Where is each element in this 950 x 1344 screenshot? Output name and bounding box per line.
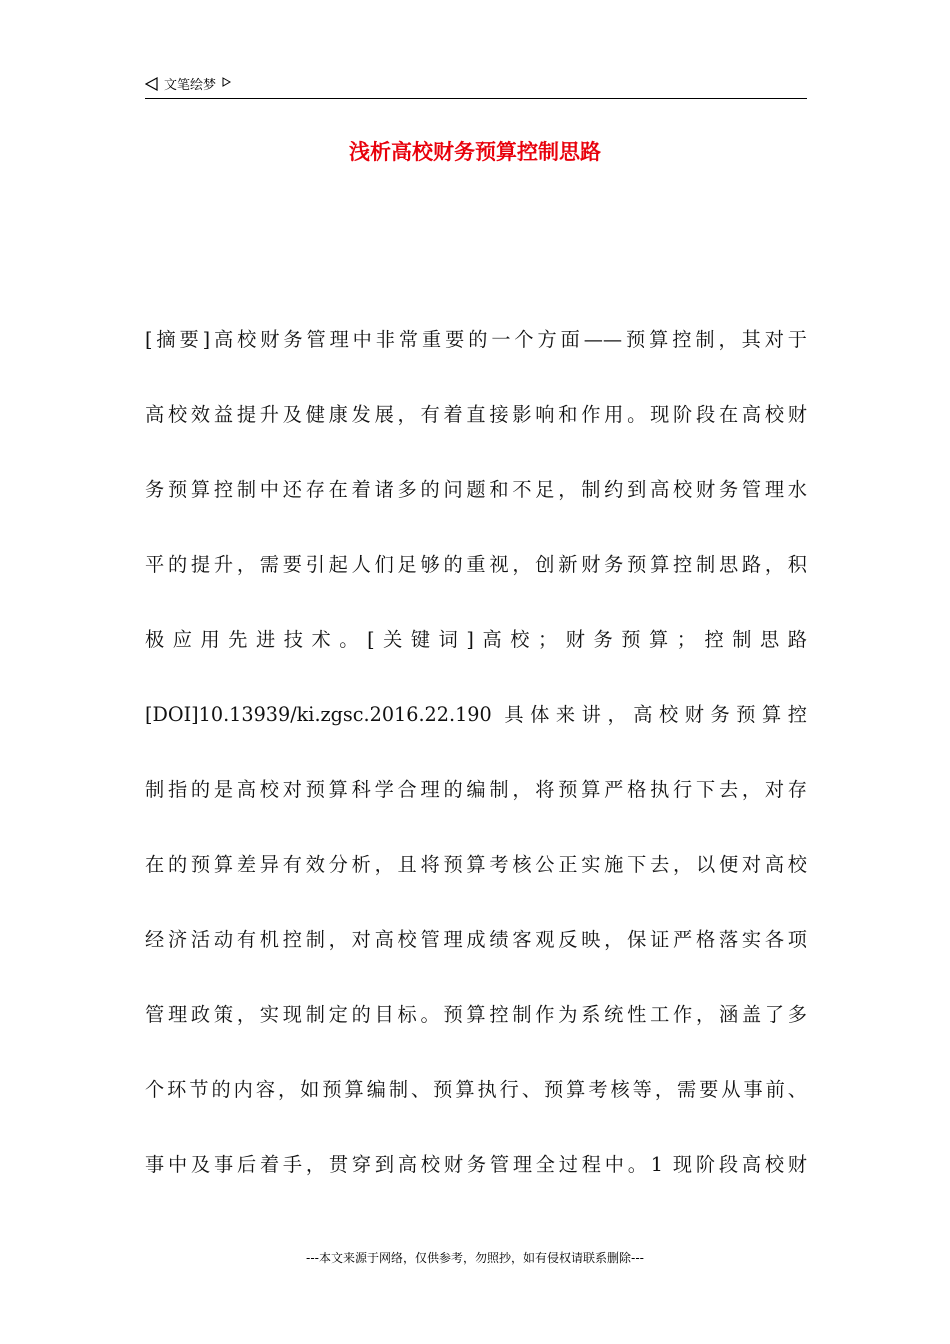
page-footer: ---本文来源于网络，仅供参考，勿照抄，如有侵权请联系删除--- bbox=[306, 1251, 644, 1265]
body-line: 务预算控制中还存在着诸多的问题和不足，制约到高校财务管理水 bbox=[145, 478, 807, 501]
body-line: [摘要]高校财务管理中非常重要的一个方面——预算控制，其对于 bbox=[145, 328, 807, 351]
body-line: 在的预算差异有效分析，且将预算考核公正实施下去，以便对高校 bbox=[145, 853, 807, 876]
body-line: [DOI]10.13939/ki.zgsc.2016.22.190 具体来讲，高校财务预算控 bbox=[145, 703, 807, 726]
body-line: 经济活动有机控制，对高校管理成绩客观反映，保证严格落实各项 bbox=[145, 928, 807, 951]
body-line: 事中及事后着手，贯穿到高校财务管理全过程中。1 现阶段高校财 bbox=[145, 1153, 807, 1176]
brand-name: 文笔绘梦 bbox=[164, 78, 217, 93]
body-line: 个环节的内容，如预算编制、预算执行、预算考核等，需要从事前、 bbox=[145, 1078, 807, 1101]
triangle-right-icon bbox=[222, 77, 231, 87]
body-line: 管理政策，实现制定的目标。预算控制作为系统性工作，涵盖了多 bbox=[145, 1003, 807, 1026]
body-text bbox=[145, 320, 807, 1220]
body-line: 高校效益提升及健康发展，有着直接影响和作用。现阶段在高校财 bbox=[145, 403, 807, 426]
body-line: 制指的是高校对预算科学合理的编制，将预算严格执行下去，对存 bbox=[145, 778, 807, 801]
page-header bbox=[145, 72, 807, 99]
body-line: 极应用先进技术。[关键词]高校；财务预算；控制思路 bbox=[145, 628, 807, 651]
body-line: 平的提升，需要引起人们足够的重视，创新财务预算控制思路，积 bbox=[145, 553, 807, 576]
triangle-left-icon bbox=[145, 77, 158, 91]
brand bbox=[145, 74, 231, 93]
document-title: 浅析高校财务预算控制思路 bbox=[349, 140, 601, 164]
